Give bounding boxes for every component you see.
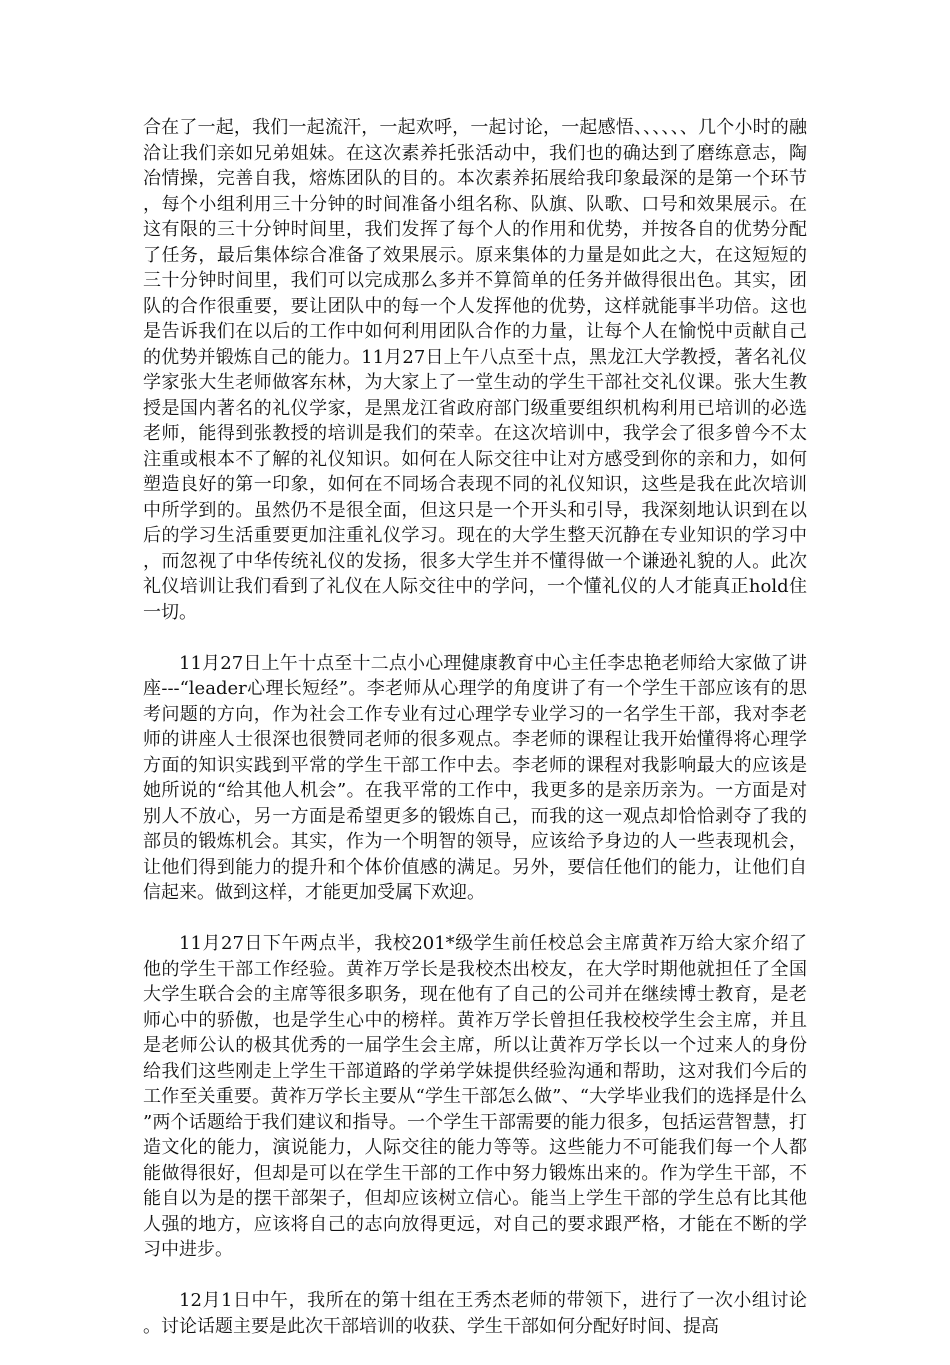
paragraph-alumni-talk: 11月27日下午两点半，我校201*级学生前任校总会主席黄祚万给大家介绍了他的学生干部工作经验。黄祚万学长是我校杰出校友，在大学时期他就担任了全国大学生联合会的主席等很多职务，现在他有了自己的公司并在继续博士教育，是老师心中的骄傲，也是学生心中的榜样。黄祚万学长曾担任我校校学生会主席，并且是老师公认的极其优秀的一届学生会主席，所以让黄祚万学长以一个过来人的身份给我们这些刚走上学生干部道路的学弟学妹提供经验沟通和帮助，这对我们今后的工作至关重要。黄祚万学长主要从“学生干部怎么做”、“大学毕业我们的选择是什么”两个话题给于我们建议和指导。一个学生干部需要的能力很多，包括运营智慧，打造文化的能力，演说能力，人际交往的能力等等。这些能力不可能我们每一个人都能做得很好，但却是可以在学生干部的工作中努力锻炼出来的。作为学生干部，不能自以为是的摆干部架子，但却应该树立信心。能当上学生干部的学生总有比其他人强的地方，应该将自己的志向放得更远，对自己的要求跟严格，才能在不断的学习中进步。 (143, 933, 807, 1260)
document-body (143, 115, 807, 1365)
paragraph-team-building: 合在了一起，我们一起流汗，一起欢呼，一起讨论，一起感悟、、、、、、几个小时的融洽让我们亲如兄弟姐妹。在这次素养托张活动中，我们也的确达到了磨练意志，陶冶情操，完善自我，熔炼团队的目的。本次素养拓展给我印象最深的是第一个环节，每个小组利用三十分钟的时间准备小组名称、队旗、队歌、口号和效果展示。在这有限的三十分钟时间里，我们发挥了每个人的作用和优势，并按各自的优势分配了任务，最后集体综合准备了效果展示。原来集体的力量是如此之大，在这短短的三十分钟时间里，我们可以完成那么多并不算简单的任务并做得很出色。其实，团队的合作很重要，要让团队中的每一个人发挥他的优势，这样就能事半功倍。这也是告诉我们在以后的工作中如何利用团队合作的力量，让每个人在愉悦中贡献自己的优势并锻炼自己的能力。11月27日上午八点至十点，黑龙江大学教授，著名礼仪学家张大生老师做客东林，为大家上了一堂生动的学生干部社交礼仪课。张大生教授是国内著名的礼仪学家，是黑龙江省政府部门级重要组织机构利用已培训的必选老师，能得到张教授的培训是我们的荣幸。在这次培训中，我学会了很多曾今不太注重或根本不了解的礼仪知识。如何在人际交往中让对方感受到你的亲和力，如何塑造良好的第一印象，如何在不同场合表现不同的礼仪知识，这些是我在此次培训中所学到的。虽然仍不是很全面，但这只是一个开头和引导，我深刻地认识到在以后的学习生活重要更加注重礼仪学习。现在的大学生整天沉静在专业知识的学习中，而忽视了中华传统礼仪的发扬，很多大学生并不懂得做一个谦逊礼貌的人。此次礼仪培训让我们看到了礼仪在人际交往中的学问，一个懂礼仪的人才能真正hold住一切。 (143, 117, 807, 623)
paragraph-group-discussion: 12月1日中午，我所在的第十组在王秀杰老师的带领下，进行了一次小组讨论。讨论话题主要是此次干部培训的收获、学生干部如何分配好时间、提高 (143, 1290, 807, 1337)
paragraph-psychology-lecture: 11月27日上午十点至十二点小心理健康教育中心主任李忠艳老师给大家做了讲座---“leader心理长短经”。李老师从心理学的角度讲了有一个学生干部应该有的思考问题的方向，作为社会工作专业有过心理学专业学习的一名学生干部，我对李老师的讲座人士很深也很赞同老师的很多观点。李老师的课程让我开始懂得将心理学方面的知识实践到平常的学生干部工作中去。李老师的课程对我影响最大的应该是她所说的“给其他人机会”。在我平常的工作中，我更多的是亲历亲为。一方面是对别人不放心，另一方面是希望更多的锻炼自己，而我的这一观点却恰恰剥夺了我的部员的锻炼机会。其实，作为一个明智的领导，应该给予身边的人一些表现机会，让他们得到能力的提升和个体价值感的满足。另外，要信任他们的能力，让他们自信起来。做到这样，才能更加受属下欢迎。 (143, 652, 807, 903)
